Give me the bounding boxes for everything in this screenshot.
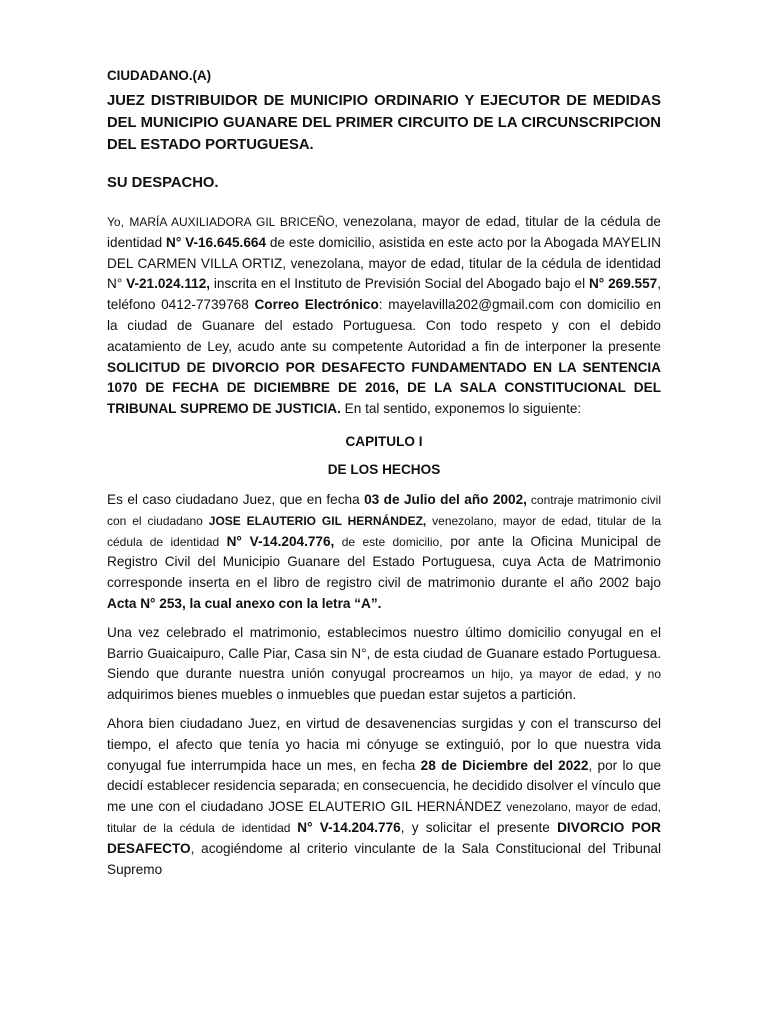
intro-text-4: , teléfono 0412-7739768 <box>107 276 661 313</box>
intro-text-1: venezolana, mayor de edad, titular de la cédula de identidad <box>107 214 661 250</box>
request-title: SOLICITUD DE DIVORCIO POR DESAFECTO FUNDAMENTADO EN LA SENTENCIA 1070 DE FECHA DE DICIEMBRE DE 2016, DE LA SALA CONSTITUCIONAL DEL TRIBUNAL SUPREMO DE JUSTICIA. <box>107 359 661 417</box>
spouse-id: N° V-14.204.776, <box>226 533 335 549</box>
p1-text-d: venezolano, mayor de edad, titular de la cédula de identidad <box>107 513 661 549</box>
document-page <box>107 66 661 888</box>
facts-paragraph-1 <box>107 490 661 615</box>
separation-date: 28 de Diciembre del 2022 <box>420 757 589 773</box>
lawyer-id: V-21.024.112, <box>126 276 211 292</box>
intro-text-5: : mayelavilla202@gmail.com con domicilio en la ciudad de Guanare del estado Portuguesa. Con todo respeto y con el debido acatamiento de Ley, acudo ante su competente Autoridad a fin de interponer la presente <box>107 297 661 354</box>
intro-paragraph <box>107 212 661 420</box>
p1-text-b: contraje matrimonio civil <box>526 492 661 507</box>
divorce-type: DIVORCIO POR DESAFECTO <box>107 819 662 856</box>
court-heading: JUEZ DISTRIBUIDOR DE MUNICIPIO ORDINARIO Y EJECUTOR DE MEDIDAS DEL MUNICIPIO GUANARE DEL PRIMER CIRCUITO DE LA CIRCUNSCRIPCION DEL ESTADO PORTUGUESA. <box>107 93 661 153</box>
despacho-heading: SU DESPACHO. <box>107 175 219 191</box>
p1-text-c: con el ciudadano <box>107 513 209 528</box>
p2-text-a: Una vez celebrado el matrimonio, establecimos nuestro último domicilio conyugal en el Barrio Guaicaipuro, Calle Piar, Casa sin N°, de esta ciudad de Guanare estado Portuguesa. Siendo que durante nuestra unión conyugal procreamos <box>107 624 661 682</box>
spouse-name: JOSE ELAUTERIO GIL HERNÁNDEZ, <box>208 513 427 528</box>
intro-text-2: de este domicilio, asistida en este acto por la Abogada MAYELIN DEL CARMEN VILLA ORTIZ, venezolana, mayor de edad, titular de la cédula de identidad N° <box>107 234 661 292</box>
p3-text-e: , acogiéndome al criterio vinculante de la Sala Constitucional del Tribunal Supremo <box>107 840 661 877</box>
ipsa-number: N° 269.557 <box>588 276 658 292</box>
p3-text-b: , por lo que decidí establecer residencia separada; en consecuencia, he decidido disolver el vínculo que me une con el ciudadano JOSE ELAUTERIO GIL HERNÁNDEZ <box>107 757 662 815</box>
p1-text-e: de este domicilio, <box>334 534 443 549</box>
intro-text-6: En tal sentido, exponemos lo siguiente: <box>340 401 582 417</box>
chapter-number: CAPITULO I <box>345 433 423 449</box>
p3-text-c: venezolano, mayor de edad, titular de la cédula de identidad <box>107 800 662 835</box>
p3-text-d: , y solicitar el presente <box>400 819 558 835</box>
marriage-record: Acta N° 253, la cual anexo con la letra “A”. <box>107 595 382 611</box>
facts-paragraph-2 <box>107 623 661 706</box>
petitioner-name: MARÍA AUXILIADORA GIL BRICEÑO, <box>129 215 338 229</box>
facts-paragraph-3 <box>107 714 661 880</box>
p1-text-f: por ante la Oficina Municipal de Registro Civil del Municipio Guanare del Estado Portuguesa, cuya Acta de Matrimonio corresponde inserta en el libro de registro civil de matrimonio durante el año 2002 bajo <box>107 533 662 591</box>
p3-text-a: Ahora bien ciudadano Juez, en virtud de desavenencias surgidas y con el transcurso del tiempo, el afecto que tenía yo hacia mi cónyuge se extinguió, por lo que nuestra vida conyugal fue interrumpida hace un mes, en fecha <box>107 715 661 773</box>
p1-text-a: Es el caso ciudadano Juez, que en fecha <box>107 491 365 507</box>
intro-text-3: inscrita en el Instituto de Previsión Social del Abogado bajo el <box>210 276 589 292</box>
spouse-id-repeat: N° V-14.204.776 <box>297 819 401 835</box>
petitioner-id: N° V-16.645.664 <box>166 234 267 250</box>
marriage-date: 03 de Julio del año 2002, <box>364 491 527 507</box>
addressee-heading: CIUDADANO.(A) <box>107 68 212 83</box>
p2-text-c: adquirimos bienes muebles o inmuebles que puedan estar sujetos a partición. <box>107 687 577 703</box>
p2-text-b: un hijo, ya mayor de edad, y no <box>471 667 662 682</box>
intro-yo: Yo, <box>107 215 124 229</box>
chapter-title: DE LOS HECHOS <box>327 461 441 477</box>
email-label: Correo Electrónico <box>254 297 379 313</box>
